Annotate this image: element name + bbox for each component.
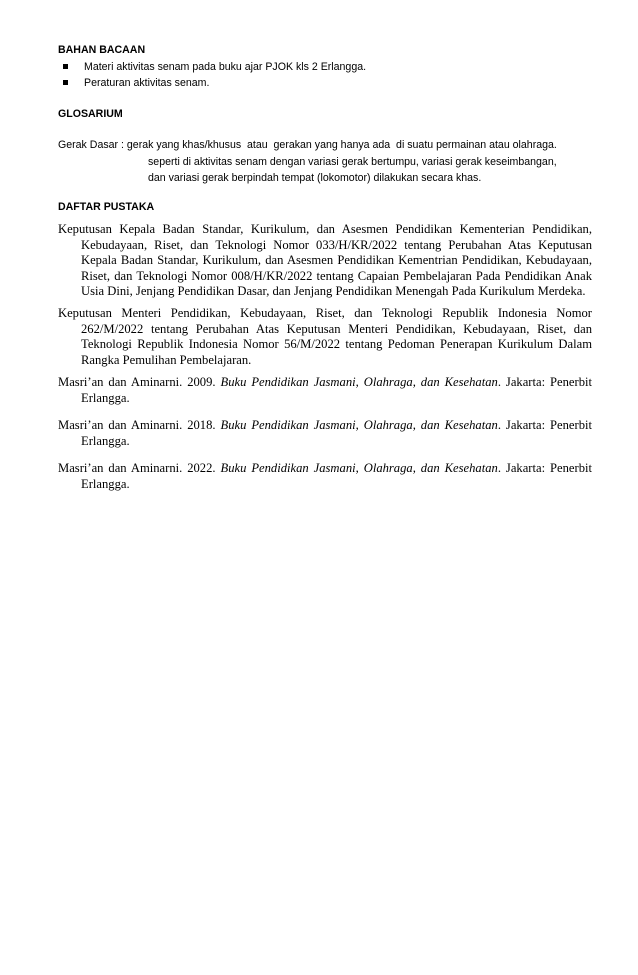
list-item: Materi aktivitas senam pada buku ajar PJOK kls 2 Erlangga. [58, 59, 366, 75]
book-title: Buku Pendidikan Jasmani, Olahraga, dan Kesehatan [220, 461, 498, 475]
reference-entry: Masri’an dan Aminarni. 2018. Buku Pendidikan Jasmani, Olahraga, dan Kesehatan. Jakarta: Penerbit Erlangga. [58, 418, 592, 448]
bahan-bacaan-list [58, 59, 366, 91]
square-bullet-icon [63, 80, 68, 85]
glosarium-heading: GLOSARIUM [58, 108, 123, 120]
glossary-definition-line: dan variasi gerak berpindah tempat (lokomotor) dilakukan secara khas. [148, 172, 482, 184]
reference-entry: Masri’an dan Aminarni. 2022. Buku Pendidikan Jasmani, Olahraga, dan Kesehatan. Jakarta: Penerbit Erlangga. [58, 461, 592, 491]
glossary-definition-line: seperti di aktivitas senam dengan variasi gerak bertumpu, variasi gerak keseimbangan, [148, 155, 557, 168]
glossary-term: Gerak Dasar [58, 139, 119, 151]
reference-entry: Keputusan Menteri Pendidikan, Kebudayaan, Riset, dan Teknologi Republik Indonesia Nomor 262/M/2022 tentang Perubahan Atas Keputusan Menteri Pendidikan, Kebudayaan, Riset, dan Teknologi Republik Indonesia Nomor 56/M/2022 tentang Pedoman Penerapan Kurikulum Dalam Rangka Pemulihan Pembelajaran. [58, 306, 592, 367]
glossary-definition-line: gerak yang khas/khusus atau gerakan yang hanya ada di suatu permainan atau olahraga. [126, 139, 557, 151]
square-bullet-icon [63, 64, 68, 69]
bahan-bacaan-heading: BAHAN BACAAN [58, 44, 146, 56]
list-item: Peraturan aktivitas senam. [58, 75, 366, 91]
book-title: Buku Pendidikan Jasmani, Olahraga, dan Kesehatan [220, 418, 498, 432]
daftar-pustaka-heading: DAFTAR PUSTAKA [58, 201, 155, 213]
reference-entry: Masri’an dan Aminarni. 2009. Buku Pendidikan Jasmani, Olahraga, dan Kesehatan. Jakarta: Penerbit Erlangga. [58, 375, 592, 405]
book-title: Buku Pendidikan Jasmani, Olahraga, dan Kesehatan [220, 375, 498, 389]
reference-entry: Keputusan Kepala Badan Standar, Kurikulum, dan Asesmen Pendidikan Kementerian Pendidikan, Kebudayaan, Riset, dan Teknologi Nomor 033/H/KR/2022 tentang Perubahan Atas Keputusan Kepala Badan Standar, Kurikulum, dan Asesmen Pendidikan Kementrian Pendidikan, Kebudayaan, Riset, dan Teknologi Nomor 008/H/KR/2022 tentang Capaian Pembelajaran Pada Pendidikan Anak Usia Dini, Jenjang Pendidikan Dasar, dan Jenjang Pendidikan Menengah Pada Kurikulum Merdeka. [58, 222, 592, 298]
glosarium-entry [58, 137, 598, 187]
glossary-separator: : [118, 139, 127, 151]
